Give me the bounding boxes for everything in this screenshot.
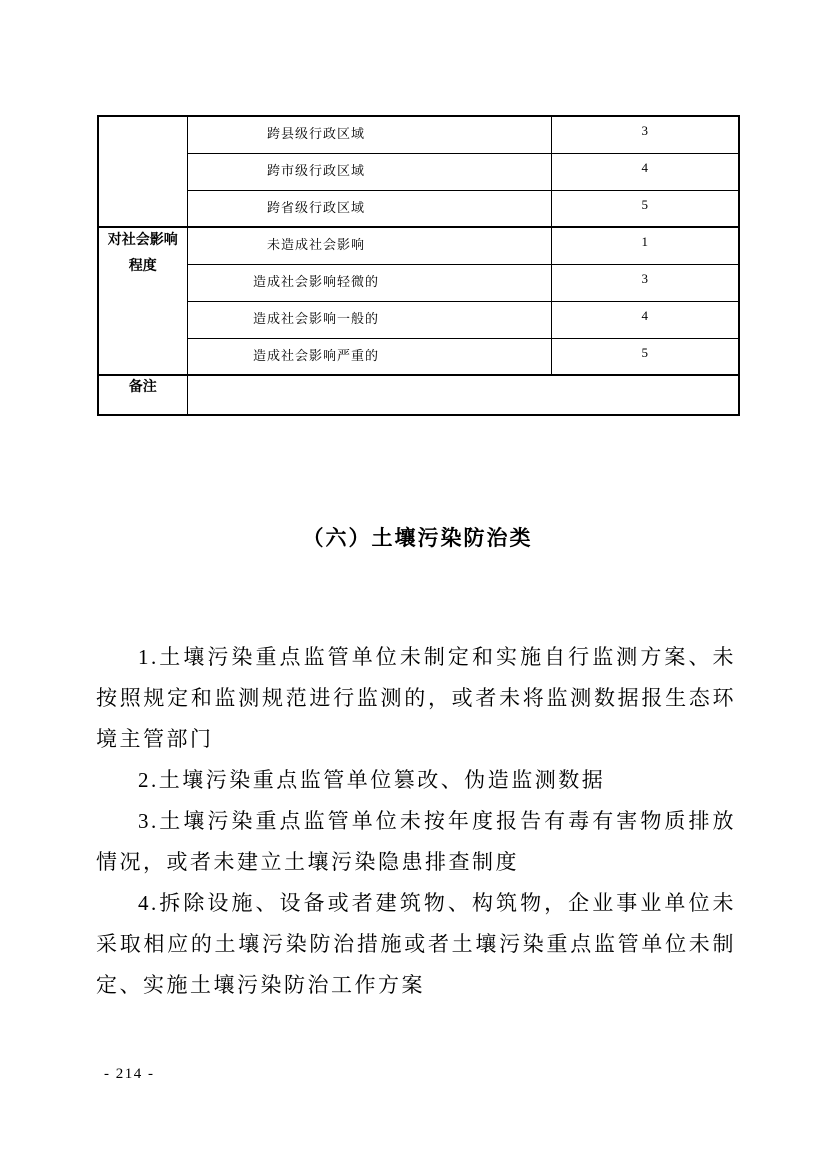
table-row: [98, 227, 739, 264]
table-row: [98, 190, 739, 227]
table-cell-score: 1: [551, 227, 739, 264]
score-table: [97, 115, 740, 416]
table-cell-score: 4: [551, 301, 739, 338]
paragraph-4: 4.拆除设施、设备或者建筑物、构筑物，企业事业单位未采取相应的土壤污染防治措施或者土壤污染重点监管单位未制定、实施土壤污染防治工作方案: [96, 891, 736, 997]
table-cell-label: 造成社会影响轻微的: [187, 264, 551, 301]
table-cell-label: 造成社会影响一般的: [187, 301, 551, 338]
table-cell-score: 4: [551, 153, 739, 190]
paragraph-3: 3.土壤污染重点监管单位未按年度报告有毒有害物质排放情况，或者未建立土壤污染隐患排查制度: [96, 809, 736, 874]
table-row: [98, 264, 739, 301]
table-cell-score: 5: [551, 190, 739, 227]
table-cell-label: 跨市级行政区域: [187, 153, 551, 190]
table-cell-label: 未造成社会影响: [187, 227, 551, 264]
table-cell-label: 造成社会影响严重的: [187, 338, 551, 375]
section-body: [96, 637, 736, 1006]
table-header-cell-empty: [98, 116, 187, 227]
paragraph-2: 2.土壤污染重点监管单位篡改、伪造监测数据: [138, 768, 606, 792]
table-header-cell-remark: 备注: [98, 375, 187, 415]
table-row-remark: [98, 375, 739, 415]
page-number: - 214 -: [104, 1066, 155, 1082]
table-row: [98, 116, 739, 153]
table-row: [98, 153, 739, 190]
table-header-cell-social-impact: 对社会影响程度: [98, 227, 187, 375]
table-row: [98, 301, 739, 338]
table-cell-score: 5: [551, 338, 739, 375]
table-cell-score: 3: [551, 116, 739, 153]
table-cell-label: 跨省级行政区域: [187, 190, 551, 227]
table-cell-score: 3: [551, 264, 739, 301]
table-cell-remark-content: [187, 375, 739, 415]
paragraph-1: 1.土壤污染重点监管单位未制定和实施自行监测方案、未按照规定和监测规范进行监测的，或者未将监测数据报生态环境主管部门: [96, 645, 736, 751]
section-heading: （六）土壤污染防治类: [302, 526, 533, 550]
table-row: [98, 338, 739, 375]
table-cell-label: 跨县级行政区域: [187, 116, 551, 153]
